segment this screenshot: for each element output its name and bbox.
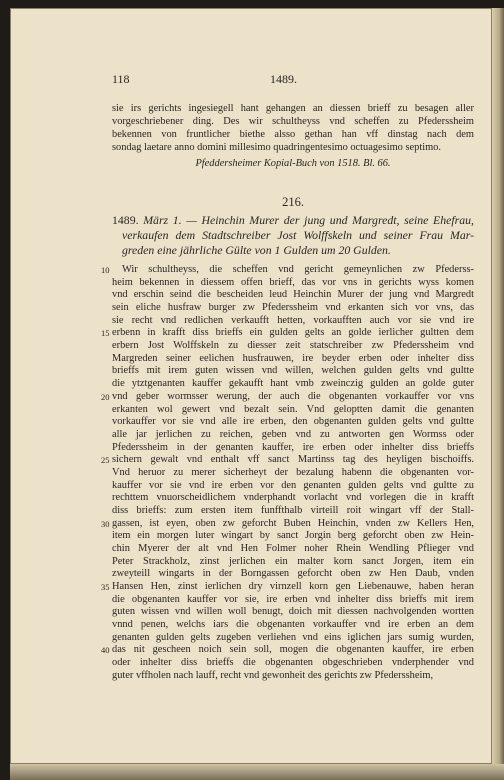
body-line: rechttem vnuorscheidlichem vnderphandt vorlacht vnd vorlegen die in krafft <box>112 492 474 504</box>
margin-line-number: 10 <box>101 265 110 275</box>
body-line: guten wissen vnd willen woll benugt, doich mit diessen nachvolgenden wortten <box>112 606 474 618</box>
body-line: alle jar jerlichen zu reichen, geben vnd zu antworten gen Wormss oder <box>112 428 474 440</box>
margin-line-number: 25 <box>101 455 110 466</box>
body-line: Wir schultheyss, die scheffen vnd gericht gemeynlichen zw Pfederss- <box>122 264 474 275</box>
body-line: oder inhelter diss brieffs die obgenanten obgeschrieben vnderphender vnd <box>112 657 474 669</box>
document-number: 216. <box>282 195 304 209</box>
body-line: vnnd penen, welchs iars die obgenanten vorkauffer vnd ire erben an dem <box>112 619 474 630</box>
intro-line: vorgeschriebener ding. Des wir schultheyss vnd scheffen zu Pfederssheim <box>112 116 474 127</box>
body-line: brieffs mit irem guten wissen vnd willen, welchen gulden gelts vnd gultte <box>112 365 474 377</box>
body-line: das nit gescheen noich sein soll, mogen die obgenanten kauffer, ire erben <box>112 644 474 656</box>
regest-line-1 <box>112 213 474 228</box>
body-line: Margreden seiner eelichen husfrauwen, ire beyder erben oder inhelter diss <box>112 352 474 364</box>
margin-line-number: 30 <box>101 518 110 529</box>
regest-line-3: greden eine jährliche Gülte von 1 Gulden um 20 Gulden. <box>122 243 391 257</box>
body-line: zweyteill wingarts in der Borngassen geforcht oben zw Hen Daub, vnden <box>112 568 474 580</box>
regest-year: 1489. <box>112 213 139 227</box>
regest-date-summary: März 1. — Heinchin Murer der jung und Margredt, seine Ehefrau, <box>143 213 474 227</box>
body-line: kauffer vor sie vnd ire erben vor den genanten gulden gelts vnd gultte zu <box>112 479 474 491</box>
body-line: sie recht vnd redlichen verkaufft hetten, vorkaufften auch vor sie vnd ire <box>112 314 474 326</box>
intro-line: sie irs gerichts ingesiegell hant gehangen an diessen brieff zu besagen aller <box>112 103 474 114</box>
margin-line-number: 15 <box>101 328 110 339</box>
body-line: erkanten wol gewert vnd bezalt sein. Vnd geloptten damit die genanten <box>112 403 474 415</box>
body-line: erbenn in krafft diss brieffs ein gulden gelts an golde ierlicher gultten dem <box>112 327 474 339</box>
body-line: Vnd heruor zu merer sicherheyt der bezalung habenn die obgenanten vor- <box>112 466 474 478</box>
body-line: vnd geber wormsser werung, der auch die obgenanten vorkauffer vor vns <box>112 390 474 402</box>
header-year: 1489. <box>270 72 297 86</box>
body-line: Hansen Hen, zinst ierlichen dry virnzell korn gen Liebenauwe, haben heran <box>112 581 474 592</box>
margin-line-number: 35 <box>101 582 110 592</box>
body-line: sichern gewalt vnd enthalt vff sanct Martinss tag des heyligen bischoiffs. <box>112 454 474 466</box>
intro-line: bekennen von fruntlicher biethe alsso gethan han vff dinstag nach dem <box>112 129 474 140</box>
body-line: Peter Strackholz, zinst jerlichen ein malter korn sanct Jorgen, item ein <box>112 555 474 567</box>
margin-line-number: 20 <box>101 391 110 402</box>
intro-line: sondag laetare anno domini millesimo quadringentesimo octuagesimo septimo. <box>112 142 441 153</box>
body-line: Pfederssheim in der genanten kauffer, ire erben oder inhelter diss brieffs <box>112 441 474 453</box>
regest-line-2: verkaufen dem Stadtschreiber Jost Wolffskeln und seiner Frau Mar- <box>122 228 474 242</box>
body-line: chin Myerer der alt vnd Hen Folmer noher Rhein Wendling Pflieger vnd <box>112 543 474 554</box>
body-line: die ytztgenanten kauffer gekaufft hant vmb zweinczig gulden an golde guter <box>112 378 474 390</box>
body-line: diss brieffs: zum ersten item funffthalb virteill roit wingart vff der Stall- <box>112 504 474 516</box>
source-note: Pfeddersheimer Kopial-Buch von 1518. Bl. 66. <box>195 158 391 169</box>
body-line: vorkauffer vor sie vnd alle ire erben, den obgenanten gulden gelts vnd gultte <box>112 416 474 428</box>
body-line: guter vffholen nach lauff, recht vnd gewonheit des gerichts zw Pfederssheim, <box>112 669 434 681</box>
body-line: item ein morgen luter wingart by sanct Jorgin berg geforcht oben zw Hein- <box>112 530 474 542</box>
body-line: vnd erschin seind die bescheiden leud Heinchin Murer der jung vnd Margredt <box>112 289 474 301</box>
body-line: erbern Jost Wolffskeln zu diesser zeit statschreiber zw Pfederssheim vnd <box>112 340 474 352</box>
body-line: gassen, ist eyen, oben zw geforcht Buben Heinchin, vnden zw Kellers Hen, <box>112 517 474 529</box>
page-number: 118 <box>112 72 130 86</box>
body-line: genanten gulden gelts zugeben verliehen vnd eins iglichen jars sumig wurden, <box>112 631 474 643</box>
body-line: heim bekennen in diessem offen brieff, das vor vns in gerichts wyss komen <box>112 276 474 288</box>
body-line: sein eliche husfraw burger zw Pfederssheim vnd erkanten sich vor vns, das <box>112 302 474 313</box>
body-line: die obgenanten kauffer vor sie, ire erben vnd inhelter diss brieffs mit irem <box>112 593 474 605</box>
margin-line-number: 40 <box>101 645 110 656</box>
